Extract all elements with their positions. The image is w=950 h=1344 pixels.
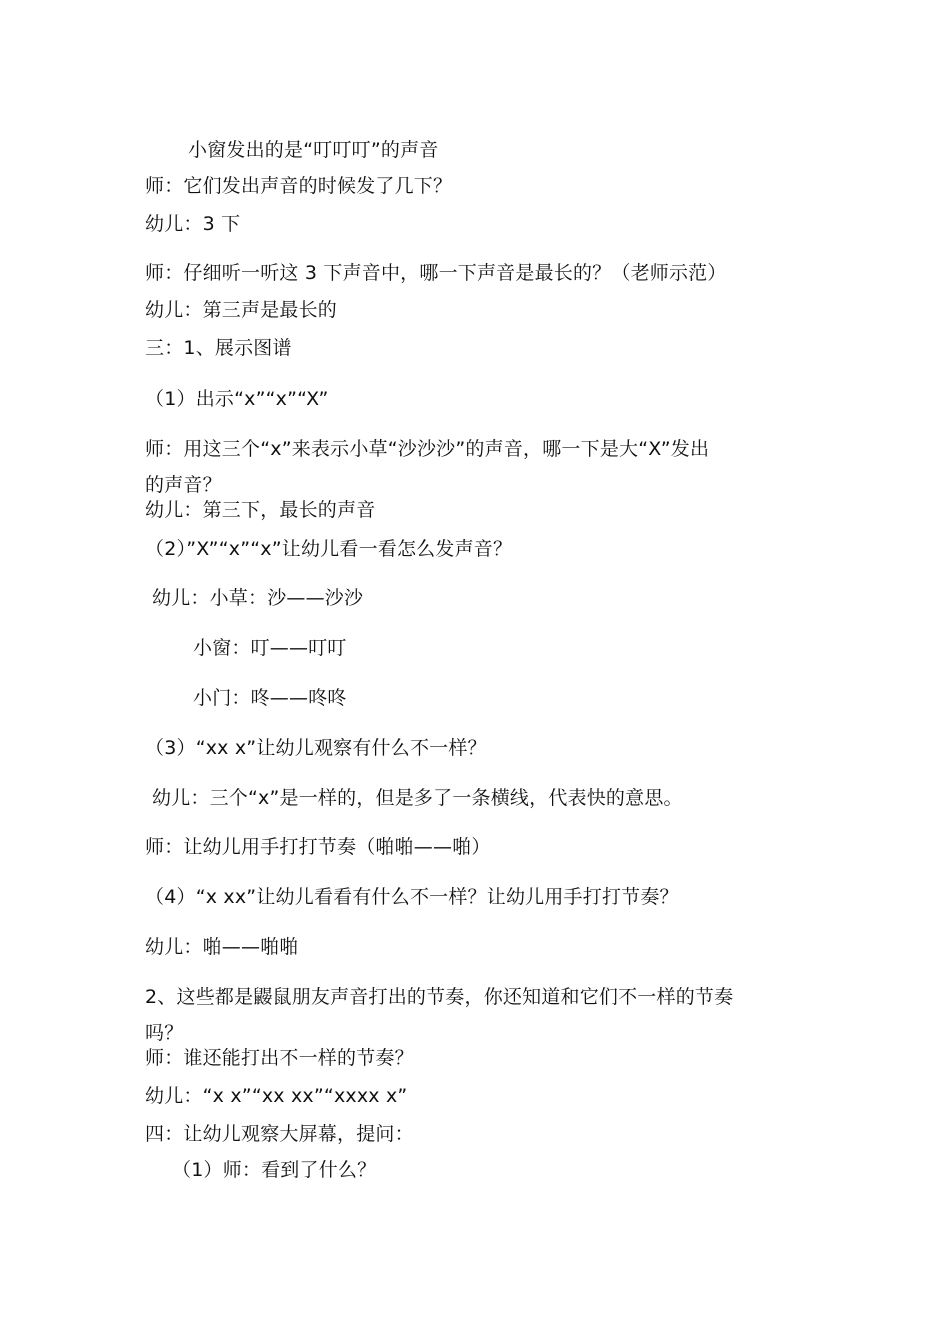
text-line: （3）“xx x”让幼儿观察有什么不一样？ [145,737,487,759]
text-line: 师：用这三个“x”来表示小草“沙沙沙”的声音，哪一下是大“X”发出 [145,438,710,460]
text-line: 幼儿：3 下 [145,213,241,235]
text-line: 幼儿：“x x”“xx xx”“xxxx x” [145,1085,408,1107]
text-line: 幼儿：第三下，最长的声音 [145,499,376,521]
text-line: 小门：咚——咚咚 [193,687,347,709]
text-line: 吗？ [145,1022,184,1044]
text-line: 幼儿：小草：沙——沙沙 [152,587,364,609]
text-line: 幼儿：三个“x”是一样的，但是多了一条横线，代表快的意思。 [152,787,683,809]
text-line: （4）“x xx”让幼儿看看有什么不一样？让幼儿用手打打节奏？ [145,886,679,908]
text-line: 的声音？ [145,474,222,496]
text-line: 师：仔细听一听这 3 下声音中，哪一下声音是最长的？（老师示范） [145,262,727,284]
text-line: （1）出示“x”“x”“X” [145,388,329,410]
text-line: 三：1、展示图谱 [145,337,292,359]
text-line: 师：让幼儿用手打打节奏（啪啪——啪） [145,836,491,858]
text-line: 2、这些都是鼹鼠朋友声音打出的节奏，你还知道和它们不一样的节奏 [145,986,734,1008]
text-line: （1）师：看到了什么？ [172,1159,377,1181]
text-line: 幼儿：啪——啪啪 [145,936,299,958]
text-line: 师：谁还能打出不一样的节奏？ [145,1047,414,1069]
text-line: 小窗：叮——叮叮 [193,637,347,659]
text-line: 师：它们发出声音的时候发了几下？ [145,175,453,197]
text-line: 四：让幼儿观察大屏幕，提问： [145,1123,414,1145]
text-line: 幼儿：第三声是最长的 [145,299,338,321]
text-line: （2）”X”“x”“x”让幼儿看一看怎么发声音？ [145,538,513,560]
text-line: 小窗发出的是“叮叮叮”的声音 [188,139,439,161]
